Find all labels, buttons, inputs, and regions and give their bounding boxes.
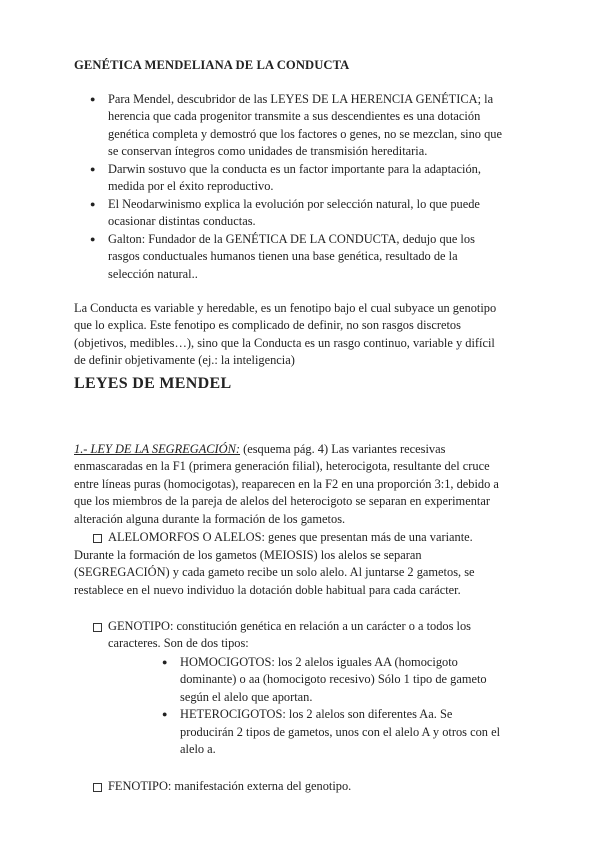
bullet-3-line-2: ocasionar distintas conductas.	[108, 214, 256, 228]
homocigotos-line-1: HOMOCIGOTOS: los 2 alelos iguales AA (homocigoto	[180, 655, 458, 669]
paragraph-line-2: que lo explica. Este fenotipo es complicado de definir, no son rasgos discretos	[74, 318, 461, 332]
bullet-4-line-2: rasgos conductuales humanos tienen una base genética, resultado de la	[108, 249, 458, 263]
homocigotos-line-2: dominante) o aa (homocigoto recesivo) Sólo 1 tipo de gameto	[180, 672, 487, 686]
bullet-2-line-1: Darwin sostuvo que la conducta es un factor importante para la adaptación,	[108, 162, 481, 176]
fenotipo-line: FENOTIPO: manifestación externa del genotipo.	[108, 779, 352, 793]
homocigotos-line-3: según el alelo que aportan.	[180, 690, 313, 704]
heterocigotos-line-2: producirán 2 tipos de gametos, unos con el alelo A y otros con el	[180, 725, 501, 739]
bullet-3-line-1: El Neodarwinismo explica la evolución por selección natural, lo que puede	[108, 197, 480, 211]
law-1-line-3: entre líneas puras (homocigotas), reaparecen en la F2 en una proporción 3:1, debido a	[74, 477, 499, 491]
paragraph-line-1: La Conducta es variable y heredable, es un fenotipo bajo el cual subyace un genotipo	[74, 301, 497, 315]
bullet-icon: ●	[90, 94, 96, 104]
checkbox-icon	[93, 534, 102, 543]
checkbox-icon	[93, 623, 102, 632]
law-1-line-2: enmascaradas en la F1 (primera generación filial), heterocigota, resultante del cruce	[74, 459, 490, 473]
bullet-icon: ●	[162, 657, 168, 667]
paragraph-line-4: de definir objetivamente (ej.: la inteligencia)	[74, 353, 295, 367]
genotipo-line-1: GENOTIPO: constitución genética en relación a un carácter o a todos los	[108, 619, 471, 633]
bullet-icon: ●	[162, 709, 168, 719]
alelomorfos-line-1: ALELOMORFOS O ALELOS: genes que presentan más de una variante.	[108, 530, 473, 544]
bullet-1-line-4: se conservan íntegros como unidades de transmisión hereditaria.	[108, 144, 428, 158]
heterocigotos-line-3: alelo a.	[180, 742, 216, 756]
section-title: LEYES DE MENDEL	[74, 375, 232, 392]
alelomorfos-line-4: restablece en el nuevo individuo la dotación doble habitual para cada carácter.	[74, 583, 461, 597]
bullet-icon: ●	[90, 199, 96, 209]
bullet-1-line-1: Para Mendel, descubridor de las LEYES DE LA HERENCIA GENÉTICA; la	[108, 92, 494, 106]
checkbox-icon	[93, 783, 102, 792]
bullet-4-line-3: selección natural..	[108, 267, 198, 281]
genotipo-line-2: caracteres. Son de dos tipos:	[108, 636, 249, 650]
bullet-icon: ●	[90, 234, 96, 244]
law-1-heading: 1.- LEY DE LA SEGREGACIÓN:	[74, 442, 241, 456]
alelomorfos-line-2: Durante la formación de los gametos (MEIOSIS) los alelos se separan	[74, 548, 422, 562]
bullet-icon: ●	[90, 164, 96, 174]
law-1-first-line	[74, 441, 445, 458]
paragraph-line-3: (objetivos, medibles…), sino que la Conducta es un rasgo continuo, variable y difícil	[74, 336, 495, 350]
law-1-first-line-rest: (esquema pág. 4) Las variantes recesivas	[240, 442, 446, 456]
bullet-1-line-3: genética completa y demostró que los factores o genes, no se mezclan, sino que	[108, 127, 502, 141]
law-1-line-5: alteración alguna durante la formación de los gametos.	[74, 512, 346, 526]
law-1-line-4: que los miembros de la pareja de alelos del heterocigoto se separan en experimentar	[74, 494, 490, 508]
document-title: GENÉTICA MENDELIANA DE LA CONDUCTA	[74, 58, 350, 72]
bullet-2-line-2: medida por el éxito reproductivo.	[108, 179, 274, 193]
alelomorfos-line-3: (SEGREGACIÓN) y cada gameto recibe un solo alelo. Al juntarse 2 gametos, se	[74, 565, 475, 579]
heterocigotos-line-1: HETEROCIGOTOS: los 2 alelos son diferentes Aa. Se	[180, 707, 453, 721]
bullet-1-line-2: herencia que cada progenitor transmite a sus descendientes es una dotación	[108, 109, 481, 123]
bullet-4-line-1: Galton: Fundador de la GENÉTICA DE LA CONDUCTA, dedujo que los	[108, 232, 475, 246]
